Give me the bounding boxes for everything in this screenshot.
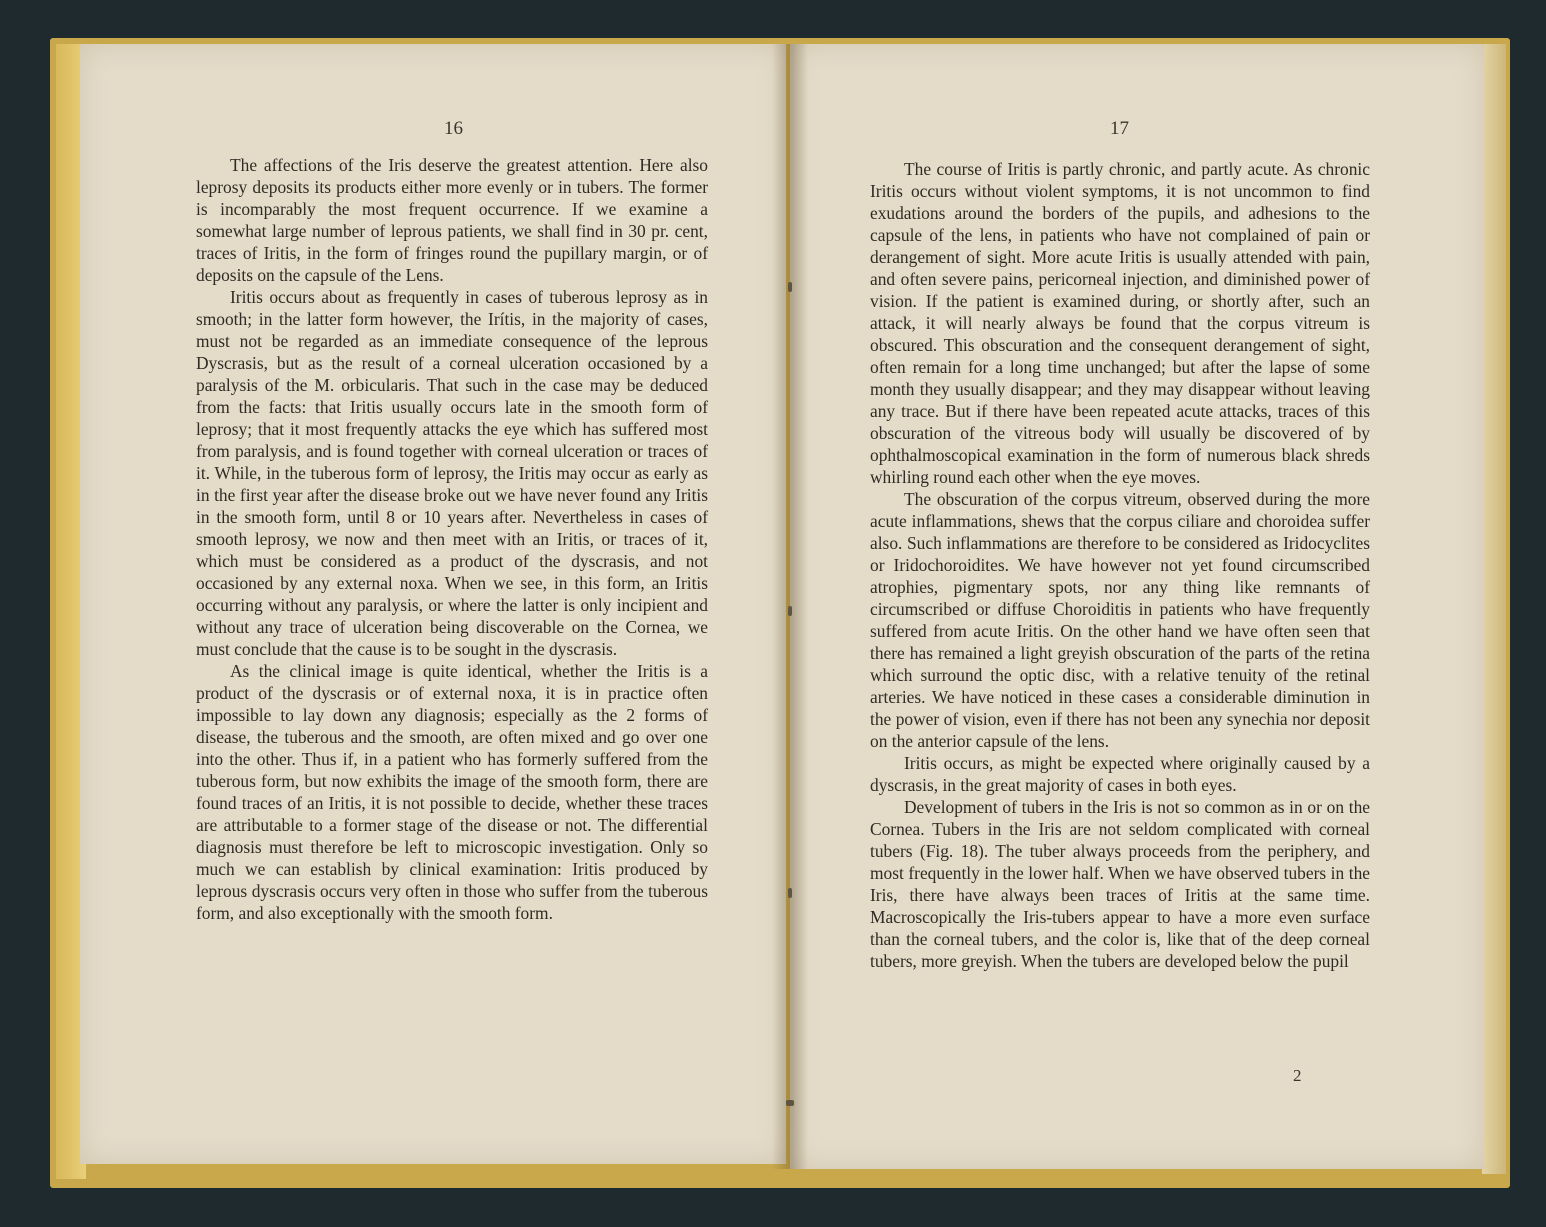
right-page-text: [870, 158, 1370, 972]
binding-stitch: [788, 282, 792, 292]
left-paragraph-2: Iritis occurs about as frequently in cases of tuberous leprosy as in smooth; in the latter form however, the Irítis, in the majority of cases, must not be regarded as an immediate consequence of the leprous Dyscrasis, but as the result of a corneal ulceration occasioned by a paralysis of the M. orbicularis. That such in the case may be deduced from the facts: that Iritis usually occurs late in the smooth form of leprosy; that it most frequently attacks the eye which has suffered most from paralysis, and is found together with corneal ulceration or traces of it. While, in the tuberous form of leprosy, the Iritis may occur as early as in the first year after the disease broke out we have never found any Iritis in the smooth form, until 8 or 10 years after. Nevertheless in cases of smooth leprosy, we now and then meet with an Iritis, or traces of it, which must be considered as a product of the dyscrasis, and not occasioned by any external noxa. When we see, in this form, an Iritis occurring without any paralysis, or where the latter is only incipient and without any trace of ulceration being discoverable on the Cornea, we must conclude that the cause is to be sought in the dyscrasis.: [196, 287, 708, 659]
cover-edge-right: [1482, 44, 1506, 1174]
left-paragraph-3: As the clinical image is quite identical, whether the Iritis is a product of the dyscrasis or of external noxa, it is in practice often impossible to lay down any diagnosis; especially as the 2 forms of disease, the tuberous and the smooth, are often mixed and go over one into the other. Thus if, in a patient who has formerly suffered from the tuberous form, but now exhibits the image of the smooth form, there are found traces of an Iritis, it is not possible to decide, whether these traces are attributable to a former stage of the disease or not. The differential diagnosis must therefore be left to microscopic investigation. Only so much we can establish by clinical examination: Iritis produced by leprous dyscrasis occurs very often in those who suffer from the tuberous form, and also exceptionally with the smooth form.: [196, 661, 708, 923]
left-page: [80, 44, 786, 1164]
right-paragraph-3: Iritis occurs, as might be expected where originally caused by a dyscrasis, in the great majority of cases in both eyes.: [870, 753, 1370, 795]
right-page: [790, 44, 1484, 1169]
right-paragraph-2: The obscuration of the corpus vitreum, observed during the more acute inflammations, shews that the corpus ciliare and choroidea suffer also. Such inflammations are therefore to be considered as Iridocyclites or Iridochoroidites. We have however not yet found circumscribed atrophies, pigmentary spots, nor any thing like remnants of circumscribed or diffuse Choroiditis in patients who have frequently suffered from acute Iritis. On the other hand we have often seen that there has remained a light greyish obscuration of the parts of the retina which surround the optic disc, with a relative tenuity of the retinal arteries. We have noticed in these cases a considerable diminution in the power of vision, even if there has not been any synechia nor deposit on the anterior capsule of the lens.: [870, 489, 1370, 751]
binding-stitch: [788, 888, 792, 898]
right-paragraph-4: Development of tubers in the Iris is not so common as in or on the Cornea. Tubers in the Iris are not seldom complicated with corneal tubers (Fig. 18). The tuber always proceeds from the periphery, and most frequently in the lower half. When we have observed tubers in the Iris, there have always been traces of Iritis at the same time. Macroscopically the Iris-tubers appear to have a more even surface than the corneal tubers, and the color is, like that of the deep corneal tubers, more greyish. When the tubers are developed below the pupil: [870, 797, 1370, 971]
signature-mark: 2: [1293, 1066, 1302, 1085]
left-paragraph-1: The affections of the Iris deserve the greatest attention. Here also leprosy deposits its products either more evenly or in tubers. The former is incomparably the most frequent occurrence. If we examine a somewhat large number of leprous patients, we shall find in 30 pr. cent, traces of Iritis, in the form of fringes round the pupillary margin, or of deposits on the capsule of the Lens.: [196, 155, 708, 285]
page-number-left: 16: [444, 118, 463, 139]
page-number-right: 17: [1110, 118, 1129, 139]
right-paragraph-1: The course of Iritis is partly chronic, and partly acute. As chronic Iritis occurs without violent symptoms, it is not uncommon to find exudations around the borders of the pupils, and adhesions to the capsule of the lens, in patients who have not complained of pain or derangement of sight. More acute Iritis is usually attended with pain, and often severe pains, pericorneal injection, and diminished power of vision. If the patient is examined during, or shortly after, such an attack, it will nearly always be found that the corpus vitreum is obscured. This obscuration and the consequent derangement of sight, often remain for a long time unchanged; but after the lapse of some month they usually disappear; and they may disappear without leaving any trace. But if there have been repeated acute attacks, traces of this obscuration of the vitreous body will usually be discovered of by ophthalmoscopical examination in the form of numerous black shreds whirling round each other when the eye moves.: [870, 159, 1370, 487]
binding-stitch: [788, 606, 792, 616]
binding-stitch: [786, 1100, 794, 1106]
left-page-text: [196, 154, 708, 924]
